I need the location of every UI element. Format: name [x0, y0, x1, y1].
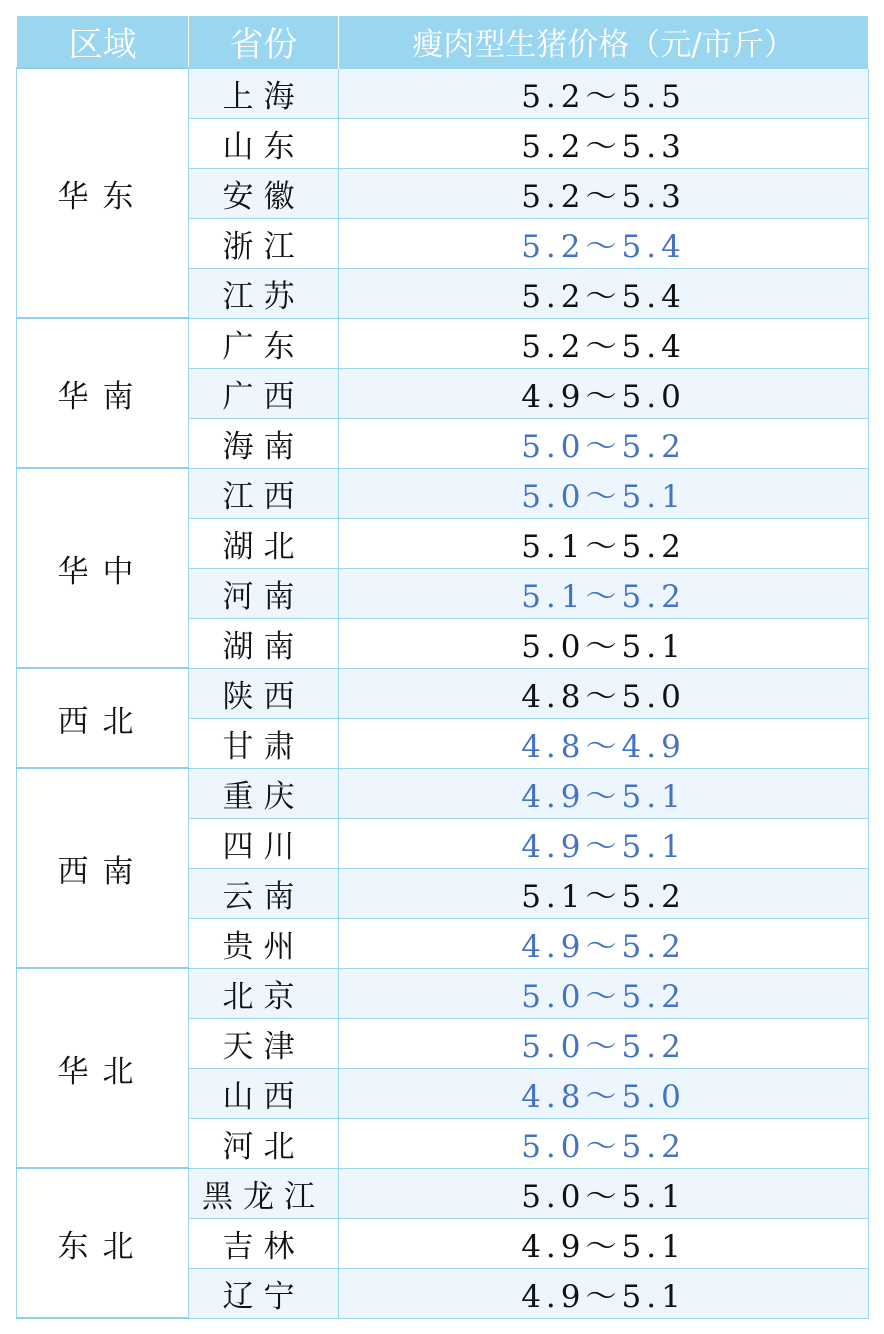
price-cell: 5.1～5.2 [339, 568, 869, 618]
table-row [17, 1168, 869, 1218]
price-cell: 5.0～5.1 [339, 1168, 869, 1218]
region-cell: 西北 [17, 668, 189, 768]
price-cell: 4.9～5.0 [339, 368, 869, 418]
price-cell: 5.0～5.1 [339, 618, 869, 668]
province-cell: 浙江 [189, 218, 339, 268]
province-cell: 河南 [189, 568, 339, 618]
price-cell: 5.2～5.3 [339, 168, 869, 218]
price-cell: 4.9～5.1 [339, 768, 869, 818]
province-cell: 上海 [189, 68, 339, 118]
province-cell: 甘肃 [189, 718, 339, 768]
province-cell: 天津 [189, 1018, 339, 1068]
table-row [17, 768, 869, 818]
price-cell: 4.8～5.0 [339, 1068, 869, 1118]
header-region: 区域 [17, 16, 189, 68]
table-row [17, 668, 869, 718]
province-cell: 安徽 [189, 168, 339, 218]
province-cell: 吉林 [189, 1218, 339, 1268]
price-cell: 4.8～4.9 [339, 718, 869, 768]
province-cell: 河北 [189, 1118, 339, 1168]
table-body [17, 68, 869, 1318]
price-cell: 5.1～5.2 [339, 868, 869, 918]
price-cell: 4.8～5.0 [339, 668, 869, 718]
province-cell: 黑龙江 [189, 1168, 339, 1218]
price-cell: 4.9～5.1 [339, 818, 869, 868]
price-cell: 5.2～5.3 [339, 118, 869, 168]
table-row [17, 968, 869, 1018]
price-cell: 5.0～5.2 [339, 968, 869, 1018]
table-row [17, 468, 869, 518]
region-cell: 华东 [17, 68, 189, 318]
price-cell: 5.1～5.2 [339, 518, 869, 568]
table-row [17, 68, 869, 118]
price-cell: 5.2～5.5 [339, 68, 869, 118]
province-cell: 海南 [189, 418, 339, 468]
province-cell: 贵州 [189, 918, 339, 968]
province-cell: 湖北 [189, 518, 339, 568]
price-cell: 4.9～5.1 [339, 1218, 869, 1268]
region-cell: 华南 [17, 318, 189, 468]
province-cell: 江苏 [189, 268, 339, 318]
table-row [17, 318, 869, 368]
header-province: 省份 [189, 16, 339, 68]
province-cell: 江西 [189, 468, 339, 518]
region-cell: 东北 [17, 1168, 189, 1318]
price-cell: 4.9～5.2 [339, 918, 869, 968]
region-cell: 西南 [17, 768, 189, 968]
region-cell: 华北 [17, 968, 189, 1168]
province-cell: 山东 [189, 118, 339, 168]
price-cell: 5.2～5.4 [339, 268, 869, 318]
price-cell: 4.9～5.1 [339, 1268, 869, 1318]
province-cell: 广西 [189, 368, 339, 418]
price-cell: 5.0～5.1 [339, 468, 869, 518]
header-price: 瘦肉型生猪价格（元/市斤） [339, 16, 869, 68]
province-cell: 云南 [189, 868, 339, 918]
table-header [17, 16, 869, 68]
province-cell: 辽宁 [189, 1268, 339, 1318]
province-cell: 重庆 [189, 768, 339, 818]
price-cell: 5.0～5.2 [339, 1118, 869, 1168]
province-cell: 陕西 [189, 668, 339, 718]
header-row [17, 16, 869, 68]
province-cell: 湖南 [189, 618, 339, 668]
pig-price-table [16, 16, 869, 1319]
province-cell: 四川 [189, 818, 339, 868]
price-cell: 5.2～5.4 [339, 218, 869, 268]
region-cell: 华中 [17, 468, 189, 668]
province-cell: 北京 [189, 968, 339, 1018]
price-cell: 5.0～5.2 [339, 1018, 869, 1068]
price-cell: 5.2～5.4 [339, 318, 869, 368]
province-cell: 山西 [189, 1068, 339, 1118]
province-cell: 广东 [189, 318, 339, 368]
price-cell: 5.0～5.2 [339, 418, 869, 468]
